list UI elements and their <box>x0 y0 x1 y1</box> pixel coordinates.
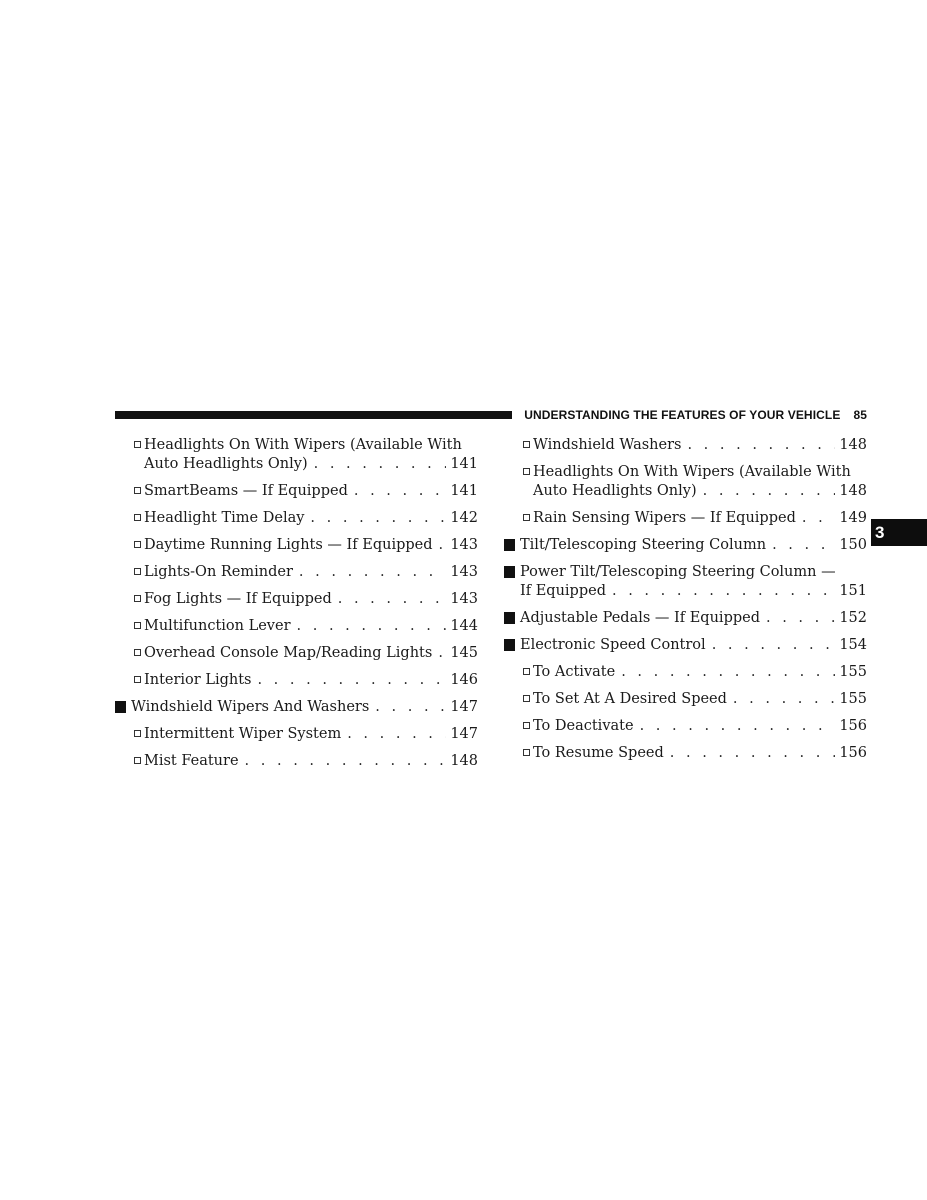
toc-entry-title: Headlight Time Delay <box>144 510 305 526</box>
dot-leader <box>766 609 835 628</box>
toc-entry-line <box>115 482 478 501</box>
toc-left-column <box>115 436 478 779</box>
dot-leader <box>612 582 835 601</box>
toc-entry-title: If Equipped <box>520 583 606 599</box>
toc-entry-title: Electronic Speed Control <box>520 637 706 653</box>
toc-page-number: 143 <box>450 564 478 580</box>
toc-entry-line <box>115 752 478 771</box>
toc-entry-title: Headlights On With Wipers (Available With <box>533 464 851 480</box>
dot-leader <box>687 436 835 455</box>
toc-entry-line <box>115 671 478 690</box>
dot-leader <box>733 690 835 709</box>
toc-entry[interactable] <box>504 690 867 717</box>
toc-entry-line <box>115 644 478 663</box>
toc-entry-line <box>504 582 867 601</box>
toc-entry[interactable] <box>115 509 478 536</box>
toc-page-number: 149 <box>839 510 867 526</box>
dot-leader <box>640 717 836 736</box>
dot-leader <box>438 644 446 663</box>
dot-leader <box>802 509 835 528</box>
toc-page-number: 144 <box>450 618 478 634</box>
toc-entry-line <box>504 482 867 501</box>
toc-entry-line <box>504 463 867 482</box>
page-number: 85 <box>853 408 867 422</box>
toc-entry[interactable] <box>504 744 867 771</box>
dot-leader <box>257 671 446 690</box>
toc-entry-line <box>115 509 478 528</box>
toc-entry-title: Windshield Washers <box>533 437 682 453</box>
toc-entry-line <box>504 690 867 709</box>
toc-entry[interactable] <box>504 509 867 536</box>
toc-entry[interactable] <box>115 536 478 563</box>
toc-page-number: 154 <box>839 637 867 653</box>
dot-leader <box>297 617 447 636</box>
dot-leader <box>712 636 836 655</box>
dot-leader <box>314 455 447 474</box>
toc-entry[interactable] <box>115 482 478 509</box>
toc-entry[interactable] <box>115 617 478 644</box>
toc-entry[interactable] <box>115 671 478 698</box>
toc-entry[interactable] <box>115 590 478 617</box>
toc-entry-title: Intermittent Wiper System <box>144 726 342 742</box>
toc-entry-line <box>115 536 478 555</box>
toc-entry-title: Multifunction Lever <box>144 618 291 634</box>
toc-entry-line <box>504 717 867 736</box>
toc-entry-line <box>115 617 478 636</box>
toc-entry-line <box>504 536 867 555</box>
toc-entry-title: Overhead Console Map/Reading Lights <box>144 645 433 661</box>
dot-leader <box>670 744 836 763</box>
dot-leader <box>375 698 446 717</box>
dot-leader <box>703 482 836 501</box>
toc-entry[interactable] <box>115 752 478 779</box>
toc-page-number: 143 <box>450 591 478 607</box>
header-rule <box>115 411 512 419</box>
toc-entry[interactable] <box>504 663 867 690</box>
toc-entry[interactable] <box>504 536 867 563</box>
toc-entry-title: Lights-On Reminder <box>144 564 293 580</box>
toc-page-number: 155 <box>839 691 867 707</box>
toc-page-number: 156 <box>839 718 867 734</box>
toc-entry[interactable] <box>504 636 867 663</box>
toc-page-number: 152 <box>839 610 867 626</box>
toc-page-number: 155 <box>839 664 867 680</box>
toc-entry-title: Power Tilt/Telescoping Steering Column — <box>520 564 836 580</box>
toc-entry-title: Tilt/Telescoping Steering Column <box>520 537 767 553</box>
toc-entry[interactable] <box>115 563 478 590</box>
dot-leader <box>299 563 446 582</box>
toc-entry-line <box>504 663 867 682</box>
section-title: UNDERSTANDING THE FEATURES OF YOUR VEHICLE <box>524 408 841 422</box>
toc-entry-line <box>115 455 478 474</box>
toc-entry-title: To Deactivate <box>533 718 634 734</box>
toc-entry-title: Interior Lights <box>144 672 252 688</box>
toc-page-number: 143 <box>450 537 478 553</box>
toc-page-number: 141 <box>450 456 478 472</box>
toc-page-number: 150 <box>839 537 867 553</box>
toc-entry-line <box>504 563 867 582</box>
toc-page-number: 148 <box>450 753 478 769</box>
chapter-tab: 3 <box>871 519 927 546</box>
toc-page-number: 141 <box>450 483 478 499</box>
toc-right-column <box>504 436 867 771</box>
toc-entry[interactable] <box>504 463 867 509</box>
toc-entry-title: Rain Sensing Wipers — If Equipped <box>533 510 796 526</box>
toc-entry-line <box>504 509 867 528</box>
toc-entry[interactable] <box>115 698 478 725</box>
toc-entry-title: Mist Feature <box>144 753 239 769</box>
toc-entry[interactable] <box>115 436 478 482</box>
toc-page-number: 156 <box>839 745 867 761</box>
toc-page-number: 147 <box>450 726 478 742</box>
toc-entry[interactable] <box>504 436 867 463</box>
toc-entry-line <box>115 590 478 609</box>
toc-entry-title: Headlights On With Wipers (Available With <box>144 437 462 453</box>
toc-entry-line <box>504 636 867 655</box>
toc-page-number: 146 <box>450 672 478 688</box>
toc-entry-line <box>115 563 478 582</box>
toc-entry-title: To Activate <box>533 664 616 680</box>
toc-entry-title: Auto Headlights Only) <box>144 456 308 472</box>
toc-entry-line <box>115 436 478 455</box>
dot-leader <box>439 536 447 555</box>
toc-entry-line <box>115 698 478 717</box>
toc-entry-line <box>504 436 867 455</box>
toc-entry[interactable] <box>504 717 867 744</box>
running-header <box>522 406 867 424</box>
dot-leader <box>245 752 447 771</box>
toc-entry-title: To Set At A Desired Speed <box>533 691 727 707</box>
toc-entry[interactable] <box>115 725 478 752</box>
toc-page-number: 148 <box>839 437 867 453</box>
toc-entry[interactable] <box>504 563 867 609</box>
toc-entry-title: Windshield Wipers And Washers <box>131 699 370 715</box>
toc-entry[interactable] <box>504 609 867 636</box>
toc-entry-title: Adjustable Pedals — If Equipped <box>520 610 760 626</box>
toc-entry-title: Auto Headlights Only) <box>533 483 697 499</box>
dot-leader <box>772 536 835 555</box>
dot-leader <box>338 590 447 609</box>
toc-entry-line <box>504 744 867 763</box>
dot-leader <box>347 725 446 744</box>
toc-page-number: 151 <box>839 583 867 599</box>
toc-entry-title: Daytime Running Lights — If Equipped <box>144 537 433 553</box>
toc-page-number: 148 <box>839 483 867 499</box>
toc-page-number: 142 <box>450 510 478 526</box>
dot-leader <box>310 509 446 528</box>
dot-leader <box>354 482 446 501</box>
toc-entry-title: Fog Lights — If Equipped <box>144 591 332 607</box>
toc-entry[interactable] <box>115 644 478 671</box>
toc-page-number: 147 <box>450 699 478 715</box>
dot-leader <box>621 663 835 682</box>
toc-entry-line <box>504 609 867 628</box>
toc-entry-line <box>115 725 478 744</box>
toc-entry-title: SmartBeams — If Equipped <box>144 483 348 499</box>
toc-entry-title: To Resume Speed <box>533 745 664 761</box>
toc-page-number: 145 <box>450 645 478 661</box>
